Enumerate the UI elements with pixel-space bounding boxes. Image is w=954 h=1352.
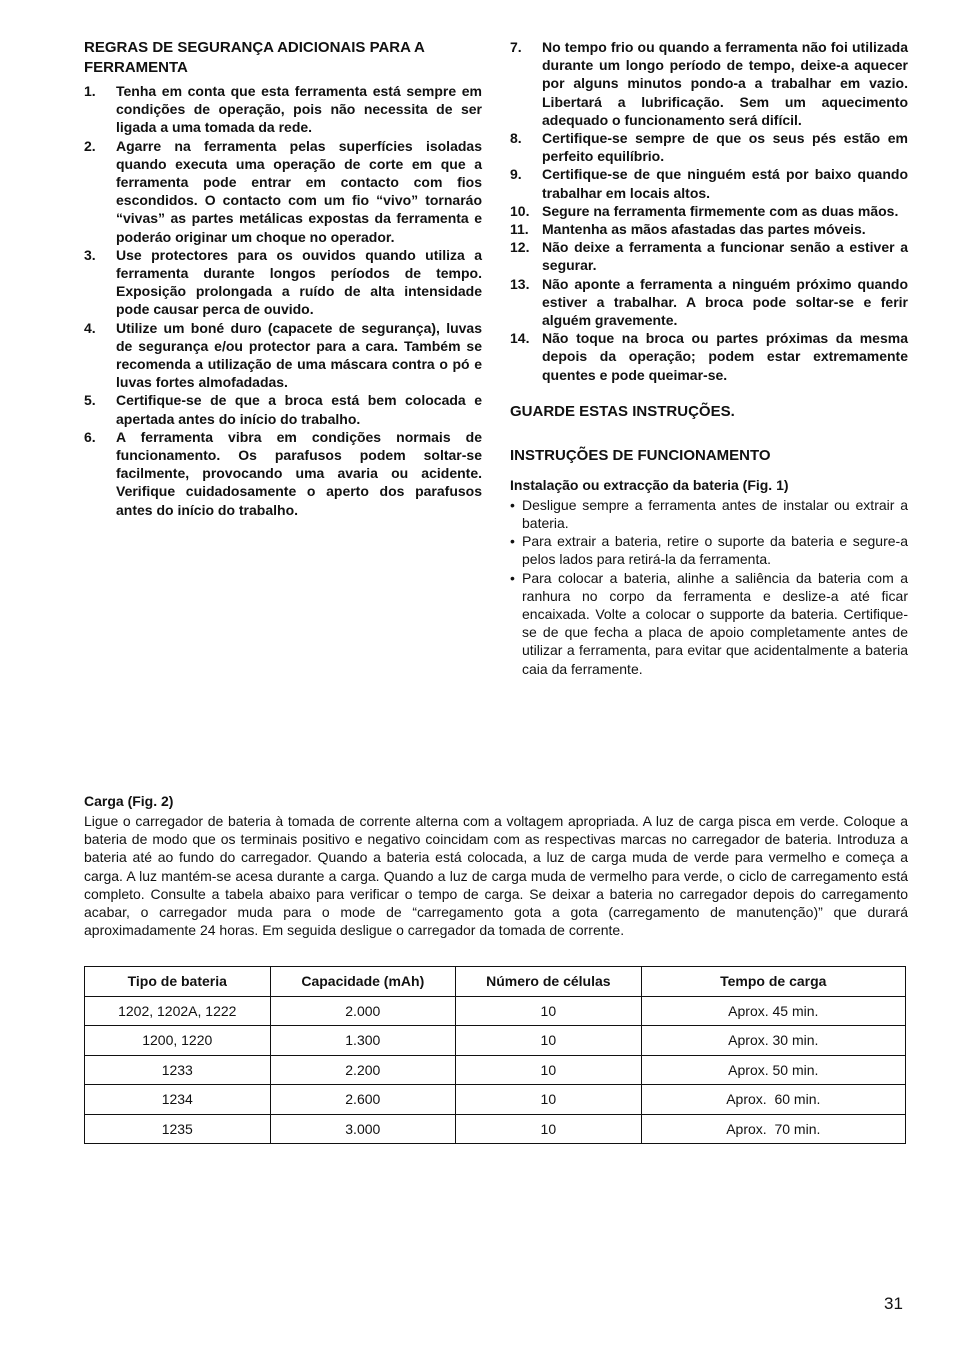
bullet-dot: • [510, 569, 515, 586]
charging-paragraph: Ligue o carregador de bateria à tomada de corrente alterna com a voltagem apropriada. A luz de carga pisca em verde. Coloque a bateria de modo que os terminais positivo e negativo coincidam com as respectivas marcas no carregador de bateria. Introduza a bateria até ao fundo do carregador. Quando a bateria está colocada, a luz de carga muda de verde para vermelho e começa a carga. A luz mantém-se acesa durante a carga. Quando a luz de carga muda de vermelho para verde, o ciclo de carregamento está completo. Consulte a tabela abaixo para verificar o tempo de carga. Se deixar a bateria no carregador depois do carregamento acabar, o carregador muda para o mode de “carregamento gota a gota (carregamento de manutenção)” que durará aproximadamente 24 horas. Em seguida desligue o carregador da tomada de corrente. [84, 813, 908, 939]
safety-rules-list [84, 82, 482, 519]
list-item [84, 246, 482, 319]
keep-instructions-heading: GUARDE ESTAS INSTRUÇÕES. [510, 402, 735, 420]
battery-install-list [510, 496, 908, 678]
item-number: 11. [510, 221, 529, 238]
item-number: 7. [510, 39, 522, 55]
list-item [84, 82, 482, 137]
left-column [84, 38, 482, 519]
column-header: Capacidade (mAh) [270, 967, 456, 997]
list-item [510, 202, 908, 220]
table-cell: 3.000 [270, 1114, 456, 1144]
list-item [510, 329, 908, 384]
table-cell: Aprox. 70 min. [641, 1114, 905, 1144]
item-text: Certifique-se sempre de que os seus pés estão em perfeito equilíbrio. [542, 130, 908, 165]
column-header: Número de células [456, 967, 642, 997]
list-item [510, 165, 908, 201]
table-header-row [85, 967, 906, 997]
table-cell: 1202, 1202A, 1222 [85, 996, 271, 1026]
safety-rules-list-continued [510, 38, 908, 384]
item-number: 9. [510, 166, 522, 183]
item-text: Não deixe a ferramenta a funcionar senão a estiver a segurar. [542, 239, 908, 274]
table-cell: Aprox. 45 min. [641, 996, 905, 1026]
item-text: Não toque na broca ou partes próximas da mesma depois da operação; podem estar extremamente quentes e pode queimar-se. [542, 330, 908, 383]
table-cell: 10 [456, 1026, 642, 1056]
item-text: Use protectores para os ouvidos quando utiliza a ferramenta durante longos períodos de tempo. Exposição prolongada a ruído de alta intensidade pode causar perca de ouvido. [116, 246, 482, 318]
table-cell: 1.300 [270, 1026, 456, 1056]
table-cell: 10 [456, 1085, 642, 1115]
table-row [85, 1026, 906, 1056]
table-cell: 1234 [85, 1085, 271, 1115]
item-text: Certifique-se de que a broca está bem colocada e apertada antes do início do trabalho. [116, 392, 482, 427]
item-text: Agarre na ferramenta pelas superfícies isoladas quando executa uma operação de corte em que a ferramenta pode entrar em contacto com fios escondidos. O contacto com um fio “vivo” tornaráo “vivas” as partes metálicas expostas da ferramenta e poderáo originar um choque no operador. [116, 137, 482, 245]
table-cell: Aprox. 30 min. [641, 1026, 905, 1056]
list-item [84, 137, 482, 246]
list-item [510, 569, 908, 678]
table-row [85, 1055, 906, 1085]
bullet-dot: • [510, 533, 515, 550]
charging-time-table [84, 966, 906, 1144]
item-number: 6. [84, 428, 96, 445]
table-cell: 10 [456, 1114, 642, 1144]
item-text: No tempo frio ou quando a ferramenta não foi utilizada durante um longo período de tempo, deixe-a aquecer por alguns minutos pondo-a a trabalhar em vazio. Libertará a lubrificação. Sem um aquecimento adequado o funcionamento será difícil. [542, 39, 908, 128]
item-text: Tenha em conta que esta ferramenta está sempre em condições de operação, pois não necessita de ser ligada a uma tomada da rede. [116, 83, 482, 136]
list-item [510, 220, 908, 238]
list-item [510, 38, 908, 129]
item-text: Utilize um boné duro (capacete de segurança), luvas de segurança e/ou protector para a cara. Também se recomenda a utilização de uma máscara contra o pó e luvas fortes almofadadas. [116, 319, 482, 391]
item-text: A ferramenta vibra em condições normais de funcionamento. Os parafusos podem soltar-se facilmente, provocando uma avaria ou acidente. Verifique cuidadosamente o aperto dos parafusos antes do início do trabalho. [116, 428, 482, 518]
item-text: Para colocar a bateria, alinhe a saliência da bateria com a ranhura no corpo da ferramenta e deslize-a até ficar encaixada. Volte a colocar o supporte da bateria. Certifique-se de que fecha a placa de apoio completamente antes de utilizar a ferramenta, para evitar que acidentalmente a bateria caia da ferramente. [522, 569, 908, 677]
operating-instructions-heading: INSTRUÇÕES DE FUNCIONAMENTO [510, 446, 771, 464]
item-text: Desligue sempre a ferramenta antes de instalar ou extrair a bateria. [522, 496, 908, 532]
table-cell: Aprox. 50 min. [641, 1055, 905, 1085]
list-item [84, 391, 482, 427]
item-text: Não aponte a ferramenta a ninguém próximo quando estiver a trabalhar. A broca pode soltar-se e ferir alguém gravemente. [542, 275, 908, 329]
table-cell: Aprox. 60 min. [641, 1085, 905, 1115]
item-number: 10. [510, 202, 530, 219]
table-row [85, 1085, 906, 1115]
item-number: 4. [84, 319, 96, 336]
bullet-dot: • [510, 496, 515, 513]
item-number: 5. [84, 392, 96, 409]
table-cell: 1235 [85, 1114, 271, 1144]
page-number: 31 [884, 1294, 903, 1313]
item-text: Segure na ferramenta firmemente com as duas mãos. [542, 202, 899, 219]
table-cell: 2.600 [270, 1085, 456, 1115]
item-number: 1. [84, 83, 96, 99]
table-cell: 1200, 1220 [85, 1026, 271, 1056]
item-number: 13. [510, 275, 530, 292]
item-number: 14. [510, 330, 530, 347]
right-column [510, 38, 908, 678]
item-number: 3. [84, 246, 96, 263]
item-number: 2. [84, 137, 96, 154]
table-row [85, 996, 906, 1026]
item-text: Para extrair a bateria, retire o suporte da bateria e segure-a pelos lados para retirá-la da ferramenta. [522, 533, 908, 568]
table-cell: 2.000 [270, 996, 456, 1026]
list-item [510, 496, 908, 532]
table-cell: 10 [456, 996, 642, 1026]
list-item [510, 275, 908, 330]
list-item [84, 319, 482, 392]
table-cell: 1233 [85, 1055, 271, 1085]
column-header: Tempo de carga [641, 967, 905, 997]
list-item [510, 532, 908, 568]
battery-install-subheading: Instalação ou extracção da bateria (Fig. 1) [510, 476, 789, 493]
item-text: Certifique-se de que ninguém está por baixo quando trabalhar em locais altos. [542, 166, 908, 201]
table-cell: 10 [456, 1055, 642, 1085]
table-cell: 2.200 [270, 1055, 456, 1085]
list-item [510, 129, 908, 165]
item-text: Mantenha as mãos afastadas das partes móveis. [542, 221, 866, 238]
column-header: Tipo de bateria [85, 967, 271, 997]
list-item [510, 238, 908, 274]
list-item [84, 428, 482, 519]
item-number: 8. [510, 130, 522, 147]
charging-subheading: Carga (Fig. 2) [84, 793, 174, 809]
safety-rules-title: REGRAS DE SEGURANÇA ADICIONAIS PARA A FERRAMENTA [84, 39, 425, 76]
charging-section [84, 792, 908, 939]
item-number: 12. [510, 239, 530, 256]
table-row [85, 1114, 906, 1144]
